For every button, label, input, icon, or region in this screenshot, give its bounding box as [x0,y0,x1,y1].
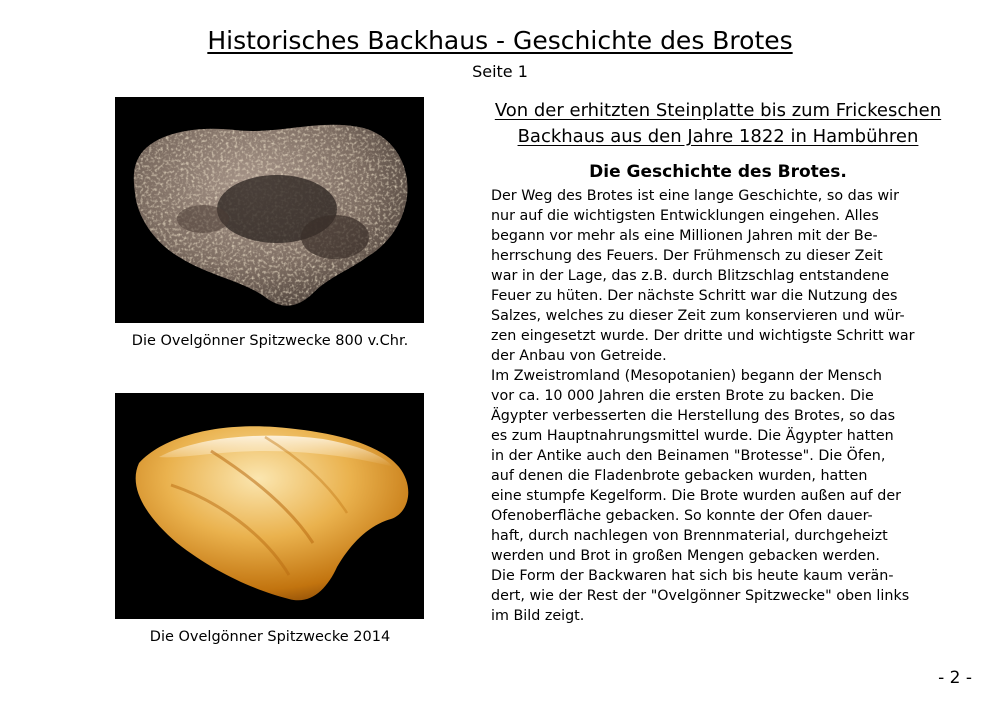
body-line: nur auf die wichtigsten Entwicklungen eingehen. Alles [491,208,879,224]
page-number: - 2 - [938,668,972,688]
body-line: dert, wie der Rest der "Ovelgönner Spitzwecke" oben links [491,588,910,604]
page-title: Historisches Backhaus - Geschichte des Brotes [207,26,793,55]
section-title: Die Geschichte des Brotes. [589,162,847,182]
body-line: Im Zweistromland (Mesopotanien) begann der Mensch [491,368,882,384]
ancient-bread-photo [115,97,424,323]
body-line: werden und Brot in großen Mengen gebacken werden. [491,548,880,564]
body-line: begann vor mehr als eine Millionen Jahren mit der Be- [491,228,878,244]
page-subtitle: Seite 1 [472,62,528,81]
body-line: haft, durch nachlegen von Brennmaterial, durchgeheizt [491,528,888,544]
ancient-bread-caption: Die Ovelgönner Spitzwecke 800 v.Chr. [131,333,409,349]
modern-bread-caption: Die Ovelgönner Spitzwecke 2014 [149,629,391,645]
body-line: vor ca. 10 000 Jahren die ersten Brote zu backen. Die [491,388,874,404]
article-body [491,186,961,626]
body-line: in der Antike auch den Beinamen "Brotesse". Die Öfen, [491,448,886,464]
body-line: auf denen die Fladenbrote gebacken wurden, hatten [491,468,868,484]
body-line: Der Weg des Brotes ist eine lange Geschichte, so das wir [491,188,900,204]
body-line: Salzes, welches zu dieser Zeit zum konservieren und wür- [491,308,905,324]
body-line: im Bild zeigt. [491,608,585,624]
body-line: es zum Hauptnahrungsmittel wurde. Die Ägypter hatten [491,428,894,444]
modern-bread-photo [115,393,424,619]
body-line: Die Form der Backwaren hat sich bis heute kaum verän- [491,568,894,584]
body-line: zen eingesetzt wurde. Der dritte und wichtigste Schritt war [491,328,915,344]
article-heading-line: Backhaus aus den Jahre 1822 in Hambühren [517,126,919,147]
body-line: Ofenoberfläche gebacken. So konnte der Ofen dauer- [491,508,873,524]
body-line: eine stumpfe Kegelform. Die Brote wurden außen auf der [491,488,902,504]
body-line: herrschung des Feuers. Der Frühmensch zu dieser Zeit [491,248,883,264]
body-line: Feuer zu hüten. Der nächste Schritt war die Nutzung des [491,288,898,304]
body-line: war in der Lage, das z.B. durch Blitzschlag entstandene [491,268,890,284]
article-heading [460,98,976,150]
article-heading-line: Von der erhitzten Steinplatte bis zum Frickeschen [494,100,942,121]
body-line: der Anbau von Getreide. [491,348,667,364]
body-line: Ägypter verbesserten die Herstellung des Brotes, so das [491,408,896,424]
